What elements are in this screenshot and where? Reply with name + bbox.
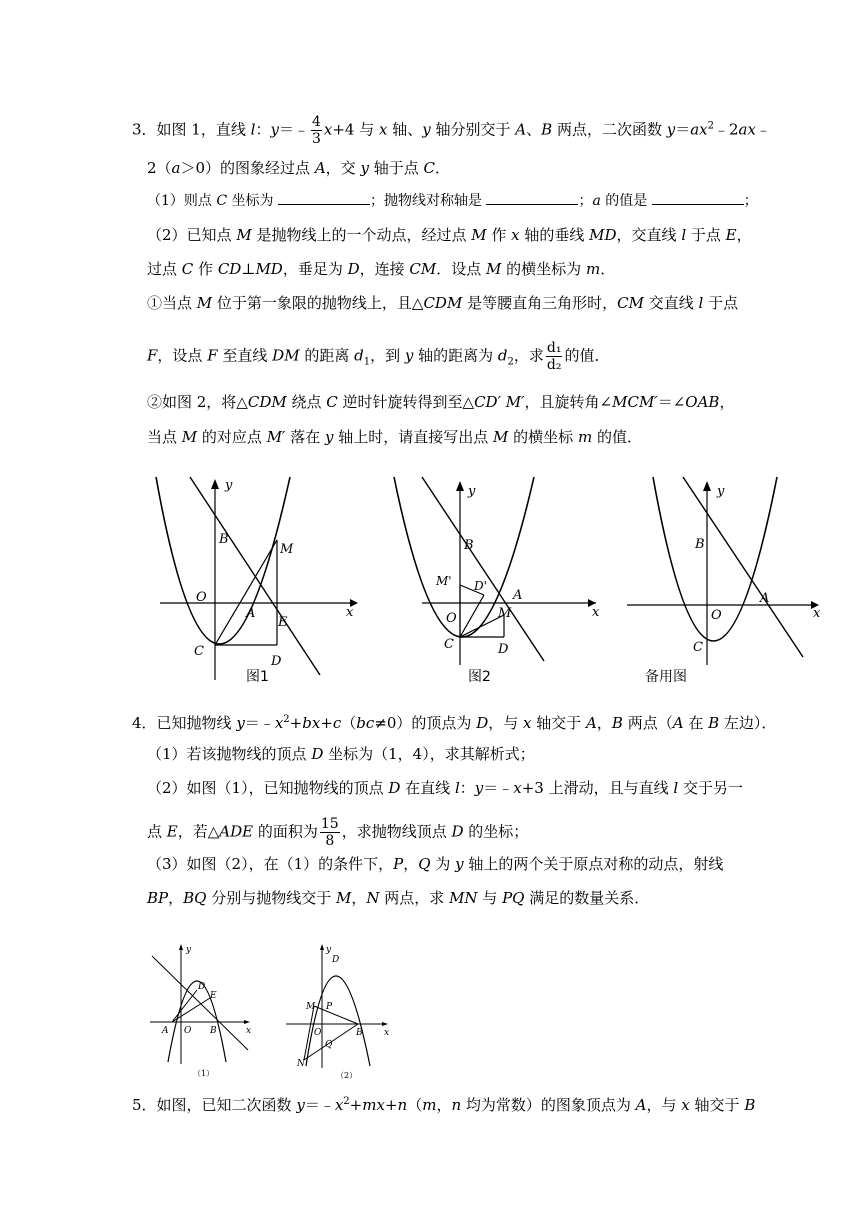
label-x: x [813, 606, 821, 621]
label-o: O [196, 590, 207, 605]
line-l [422, 477, 544, 661]
q3-part-1: （1）则点 C 坐标为 ；抛物线对称轴是 ；a 的值是 ； [147, 193, 758, 209]
segment-ae [172, 998, 210, 1022]
q3-part-2-cont: 过点 C 作 CD⊥MD，垂足为 D，连接 CM．设点 M 的横坐标为 m． [147, 260, 616, 278]
label-c: C [693, 640, 703, 655]
label-b: B [695, 537, 705, 552]
label-y: y [326, 945, 332, 955]
q3-case-1: ①当点 M 位于第一象限的抛物线上，且△CDM 是等腰直角三角形时，CM 交直线 l 于点 [147, 294, 739, 312]
q4-part-1: （1）若该抛物线的顶点 D 坐标为（1，4），求其解析式； [147, 745, 535, 763]
y-axis-arrow-icon [179, 944, 183, 950]
segment-cm [215, 540, 277, 645]
label-a: A [162, 1026, 169, 1036]
figure-1-svg [150, 475, 360, 690]
fraction-4-3: $\frac{4}{3}$ [311, 114, 321, 147]
figure-q4-1-caption: （1） [193, 1069, 215, 1078]
label-b: B [464, 538, 474, 553]
label-y: y [225, 478, 233, 493]
answer-blank-axis[interactable] [486, 192, 578, 205]
q4-part-3: （3）如图（2），在（1）的条件下，P，Q 为 y 轴上的两个关于原点对称的动点，射线 [147, 855, 724, 873]
figure-3 [625, 475, 830, 690]
label-e: E [210, 991, 217, 1001]
q4-part-3-cont: BP，BQ 分别与抛物线交于 M，N 两点，求 MN 与 PQ 满足的数量关系． [147, 889, 650, 907]
y-axis-arrow-icon [703, 481, 711, 491]
fraction-d1-d2: $\frac{\text{d₁}}{\text{d₂}}$ [546, 340, 562, 373]
figure-q4-1-svg [148, 942, 258, 1082]
q4-line-1: 4．已知抛物线 $y=﹣x^2+bx+c(bc\ne 0)$的顶点为 D，与 x 轴交于 A，B 两点（A 在 B 左边）． [132, 714, 777, 732]
figure-q4-1 [148, 942, 258, 1082]
parabola [156, 477, 290, 644]
segment-mn [304, 1006, 314, 1060]
label-e: E [278, 615, 288, 630]
label-b: B [210, 1026, 217, 1036]
label-c: C [444, 637, 454, 652]
label-d-prime: D' [474, 579, 487, 593]
q3-part-2: （2）已知点 M 是抛物线上的一个动点，经过点 M 作 x 轴的垂线 MD，交直线 l 于点 E， [147, 226, 752, 244]
label-p: P [326, 1002, 333, 1012]
fraction-15-8: $\frac{15}{8}$ [320, 816, 339, 849]
figure-1 [150, 475, 360, 690]
y-axis-arrow-icon [456, 481, 464, 491]
x-axis-arrow-icon [244, 1020, 250, 1024]
q4-part-2: （2）如图（1），已知抛物线的顶点 D 在直线 l：y＝﹣x+3 上滑动，且与直线 l 交于另一 [147, 779, 743, 797]
label-b: B [219, 532, 229, 547]
label-m: M [498, 606, 512, 621]
label-q: Q [325, 1040, 333, 1050]
label-c: C [194, 644, 204, 659]
y-axis-arrow-icon [211, 479, 219, 489]
q4-part-2-cont: 点 E，若△ADE 的面积为 $\frac{15}{8}$ ，求抛物线顶点 D 的坐标； [147, 816, 529, 849]
figure-1-caption: 图1 [246, 669, 269, 685]
label-d: D [198, 982, 206, 992]
figure-3-svg [625, 475, 830, 690]
label-m: M [280, 542, 294, 557]
label-m-prime: M' [436, 574, 452, 588]
q3-line-1: 3．如图 1，直线 l：y＝﹣ $\frac{4}{3}$ x+4 与 x 轴、y 轴分别交于 A、B 两点，二次函数 $y=ax^2﹣2ax﹣$ [132, 114, 771, 147]
label-a: A [760, 591, 770, 606]
label-o: O [711, 608, 722, 623]
label-d: D [271, 654, 282, 669]
label-o: O [446, 611, 457, 626]
q3-case-2: ②如图 2，将△CDM 绕点 C 逆时针旋转得到至△CD′ M′，且旋转角∠MCM′＝∠OAB， [147, 393, 735, 411]
label-d: D [498, 642, 509, 657]
ray-bp [314, 1006, 358, 1024]
figure-q4-2-caption: （2） [336, 1071, 358, 1080]
answer-blank-c[interactable] [278, 192, 370, 205]
label-x: x [246, 1026, 252, 1036]
label-d: D [332, 955, 340, 965]
figure-q4-2 [284, 942, 396, 1082]
label-o: O [184, 1026, 192, 1036]
figure-q4-2-svg [284, 942, 396, 1082]
label-x: x [592, 605, 600, 620]
figure-2-svg [392, 475, 607, 690]
label-n: N [297, 1059, 305, 1069]
line-l [683, 477, 803, 657]
q3-line-2: 2（a＞0）的图象经过点 A，交 y 轴于点 C． [147, 159, 450, 177]
label-x: x [384, 1028, 390, 1038]
label-y: y [468, 484, 476, 499]
y-axis-arrow-icon [320, 944, 324, 950]
figure-2 [392, 475, 607, 690]
label-m: M [306, 1002, 316, 1012]
figure-2-caption: 图2 [468, 669, 491, 685]
label-y: y [717, 484, 725, 499]
label-b: B [356, 1028, 363, 1038]
label-a: A [246, 606, 256, 621]
x-axis-arrow-icon [382, 1022, 388, 1026]
label-a: A [513, 588, 523, 603]
label-x: x [346, 605, 354, 620]
label-y: y [186, 945, 192, 955]
q3-case-1-cont: F，设点 F 至直线 DM 的距离 $d_1$，到 y 轴的距离为 $d_2$，求 $\frac{\text{d₁}}{\text{d₂}}$ 的值． [147, 340, 610, 373]
q3-case-2-cont: 当点 M 的对应点 M′ 落在 y 轴上时，请直接写出点 M 的横坐标 m 的值． [147, 428, 642, 446]
label-o: O [314, 1028, 322, 1038]
figure-3-caption: 备用图 [645, 669, 687, 685]
answer-blank-a[interactable] [652, 192, 744, 205]
q5-line-1: 5．如图，已知二次函数 $y=﹣x^2+mx+n(m$，n 均为常数）的图象顶点为 A，与 x 轴交于 B [132, 1096, 756, 1114]
